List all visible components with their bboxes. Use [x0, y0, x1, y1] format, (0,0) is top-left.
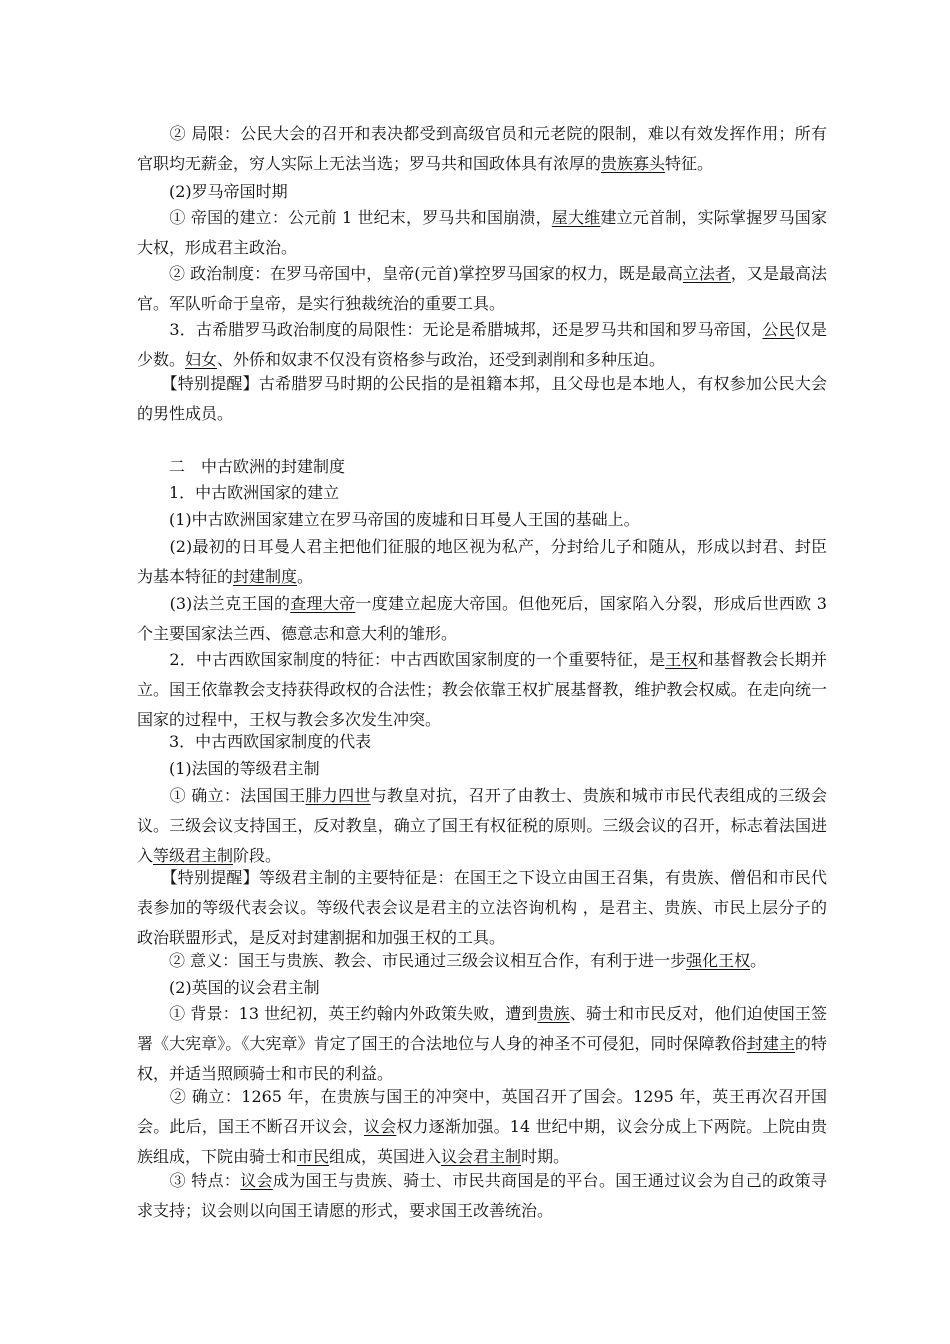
text-run: ① 帝国的建立：公元前 1 世纪末，罗马共和国崩溃， — [137, 208, 552, 227]
paragraph — [137, 315, 827, 375]
text-run: 2．中古西欧国家制度的特征：中古西欧国家制度的一个重要特征，是 — [137, 650, 666, 669]
paragraph — [137, 589, 827, 649]
text-run: ③ 特点： — [137, 1171, 241, 1190]
section-heading — [137, 754, 827, 784]
paragraph — [137, 1082, 827, 1172]
text-run: 。 — [750, 951, 767, 970]
text-run: 【特别提醒】等级君主制的主要特征是：在国王之下设立由国王召集，有贵族、僧侣和市民代表参加的等级代表会议。等级代表会议是君主的立法咨询机构 ，是君主、贵族、市民上层分子的政治联盟形式，是反对封建割据和加强王权的工具。 — [137, 868, 827, 947]
note-paragraph — [137, 369, 827, 429]
text-run: 二 中古欧洲的封建制度 — [137, 457, 346, 476]
text-run: 组成，英国进入 — [329, 1147, 442, 1166]
underlined-term: 市民 — [297, 1147, 330, 1166]
underlined-term: 封建主 — [746, 1034, 795, 1053]
paragraph — [137, 119, 827, 179]
paragraph — [137, 999, 827, 1089]
text-run: 权力逐渐加强。14 世纪中期，议会分成上下两院。上院由贵族组成，下院由骑士和 — [137, 1117, 827, 1166]
text-run: 与教皇对抗，召开了由教士、贵族和城市市民代表组成的三级会议。三级会议支持国王，反对教皇，确立了国王有权征税的原则。三级会议的召开，标志着法国进入 — [137, 786, 827, 865]
text-run: ② 意义：国王与贵族、教会、市民通过三级会议相互合作，有利于进一步 — [137, 951, 687, 970]
text-run: 1．中古欧洲国家的建立 — [137, 483, 340, 502]
text-run: (2)最初的日耳曼人君主把他们征服的地区视为私产，分封给儿子和随从，形成以封君、封臣为基本特征的 — [137, 537, 827, 586]
underlined-term: 腓力四世 — [305, 786, 371, 805]
underlined-term: 等级君主制 — [153, 846, 234, 865]
text-run: 【特别提醒】古希腊罗马时期的公民指的是祖籍本邦，且父母也是本地人，有权参加公民大会的男性成员。 — [137, 374, 827, 423]
section-heading — [137, 478, 827, 508]
text-run: 仅是少数。 — [137, 320, 827, 369]
text-run: (3)法兰克王国的 — [137, 594, 291, 613]
underlined-term: 查理大帝 — [290, 594, 356, 613]
text-run: 。 — [297, 567, 314, 586]
text-run: 时期。 — [521, 1147, 570, 1166]
text-run: 的特权，并适当照顾骑士和市民的利益。 — [137, 1034, 827, 1083]
underlined-term: 强化王权 — [686, 951, 751, 970]
paragraph — [137, 946, 827, 976]
text-run: 建立元首制，实际掌握罗马国家大权，形成君主政治。 — [137, 208, 827, 257]
text-run: (1)中古欧洲国家建立在罗马帝国的废墟和日耳曼人王国的基础上。 — [137, 510, 640, 529]
text-run: ② 确立：1265 年，在贵族与国王的冲突中，英国召开了国会。1295 年，英王再次召开国会。此后，国王不断召开议会， — [137, 1087, 827, 1136]
text-run: ① 确立：法国国王 — [137, 786, 306, 805]
underlined-term: 妇女 — [185, 350, 218, 369]
underlined-term: 议会 — [363, 1117, 397, 1136]
underlined-term: 立法者 — [682, 264, 731, 283]
underlined-term: 公民 — [762, 320, 795, 339]
text-run: ，又是最高法官。军队听命于皇帝，是实行独裁统治的重要工具。 — [137, 264, 827, 313]
paragraph — [137, 259, 827, 319]
text-run: 和基督教会长期并立。国王依靠教会支持获得政权的合法性；教会依靠王权扩展基督教，维护教会权威。在走向统一国家的过程中，王权与教会多次发生冲突。 — [137, 650, 827, 729]
underlined-term: 贵族寡头 — [601, 154, 666, 173]
text-run: 成为国王与贵族、骑士、市民共商国是的平台。国王通过议会为自己的政策寻求支持；议会则以向国王请愿的形式，要求国王改善统治。 — [137, 1171, 827, 1220]
text-run: 、骑士和市民反对，他们迫使国王签署《大宪章》。《大宪章》肯定了国王的合法地位与人身的神圣不可侵犯，同时保障教俗 — [137, 1004, 827, 1053]
paragraph — [137, 781, 827, 871]
note-paragraph — [137, 863, 827, 953]
underlined-term: 封建制度 — [233, 567, 298, 586]
paragraph — [137, 645, 827, 735]
text-run: 3．中古西欧国家制度的代表 — [137, 732, 372, 751]
underlined-term: 议会君主制 — [441, 1147, 522, 1166]
section-heading — [137, 727, 827, 757]
underlined-term: 屋大维 — [551, 208, 601, 227]
paragraph — [137, 505, 827, 535]
text-run: 特征。 — [665, 154, 714, 173]
underlined-term: 议会 — [240, 1171, 273, 1190]
paragraph — [137, 203, 827, 263]
text-run: ② 局限：公民大会的召开和表决都受到高级官员和元老院的限制，难以有效发挥作用；所有官职均无薪金，穷人实际上无法当选；罗马共和国政体具有浓厚的 — [137, 124, 827, 173]
paragraph — [137, 532, 827, 592]
text-run: 、外侨和奴隶不仅没有资格参与政治，还受到剥削和多种压迫。 — [217, 350, 666, 369]
text-run: (2)罗马帝国时期 — [137, 182, 288, 201]
text-run: ② 政治制度：在罗马帝国中，皇帝(元首)掌控罗马国家的权力，既是最高 — [137, 264, 683, 283]
text-run: 阶段。 — [233, 846, 282, 865]
text-run: (2)英国的议会君主制 — [137, 978, 320, 997]
paragraph — [137, 1166, 827, 1226]
text-run: ① 背景：13 世纪初，英王约翰内外政策失败，遭到 — [137, 1004, 538, 1023]
text-run: 一度建立起庞大帝国。但他死后，国家陷入分裂，形成后世西欧 3 个主要国家法兰西、德意志和意大利的雏形。 — [137, 594, 827, 643]
underlined-term: 王权 — [665, 650, 698, 669]
underlined-term: 贵族 — [537, 1004, 570, 1023]
text-run: 3．古希腊罗马政治制度的局限性：无论是希腊城邦，还是罗马共和国和罗马帝国， — [137, 320, 763, 339]
text-run: (1)法国的等级君主制 — [137, 759, 320, 778]
